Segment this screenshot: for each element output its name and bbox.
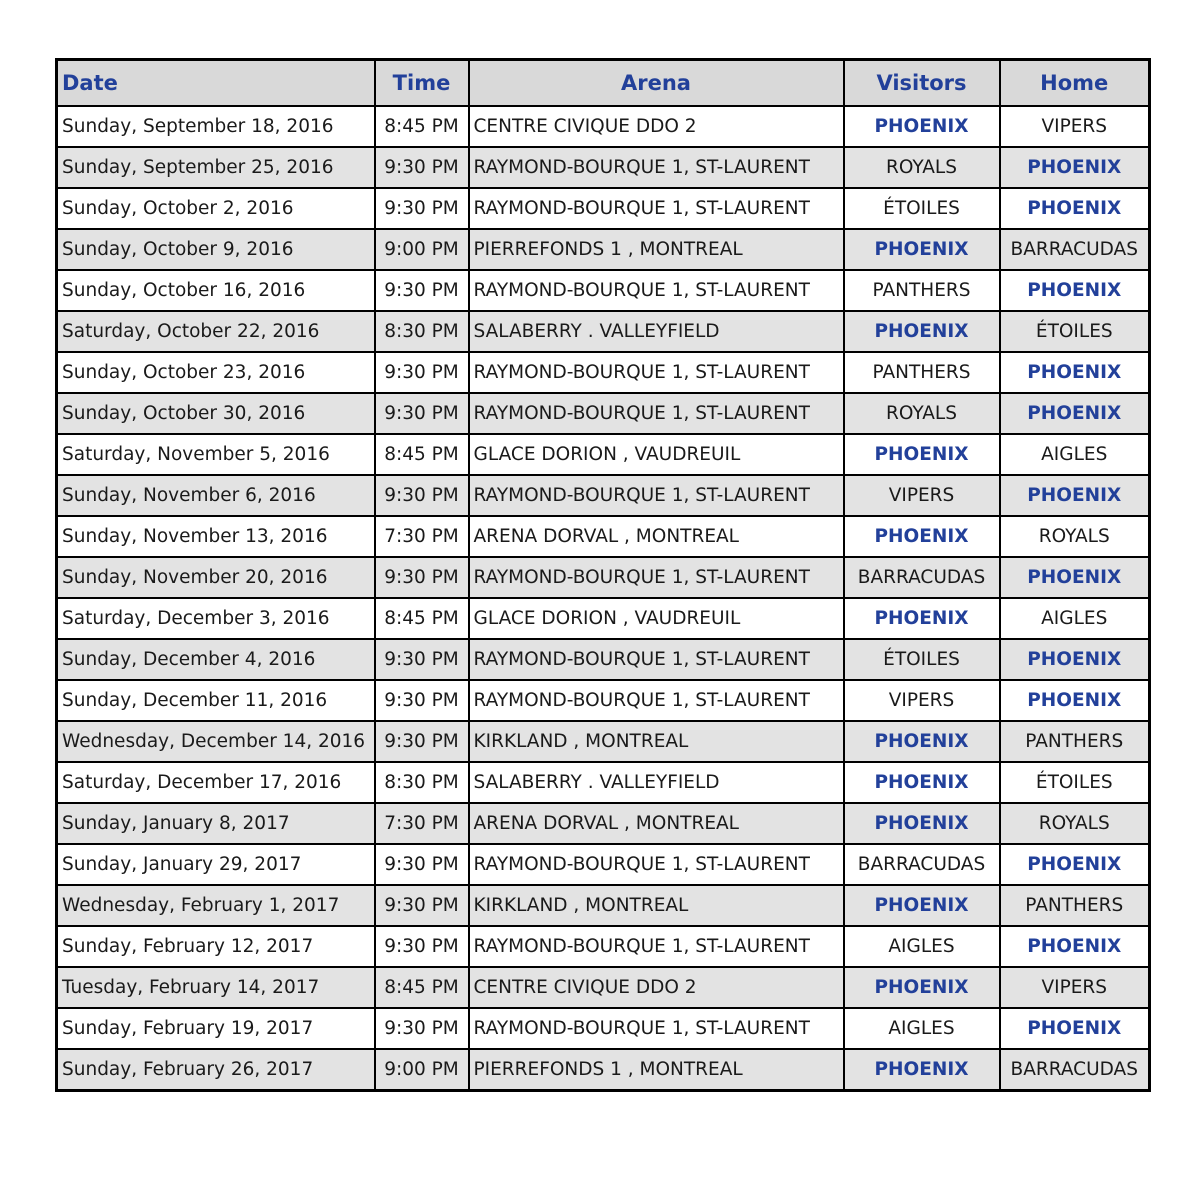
game-arena-cell: RAYMOND-BOURQUE 1, ST-LAURENT	[469, 557, 844, 598]
game-date-cell: Sunday, October 30, 2016	[57, 393, 375, 434]
game-time-cell: 9:30 PM	[375, 393, 469, 434]
game-visitors-cell: PHOENIX	[844, 311, 1000, 352]
schedule-body	[57, 106, 1150, 1091]
game-arena-cell: CENTRE CIVIQUE DDO 2	[469, 106, 844, 147]
game-visitors-cell: PHOENIX	[844, 803, 1000, 844]
game-visitors-cell: PHOENIX	[844, 106, 1000, 147]
game-arena-cell: RAYMOND-BOURQUE 1, ST-LAURENT	[469, 475, 844, 516]
table-row	[57, 270, 1150, 311]
game-arena-cell: PIERREFONDS 1 , MONTREAL	[469, 1049, 844, 1091]
game-date-cell: Sunday, October 23, 2016	[57, 352, 375, 393]
game-time-cell: 9:30 PM	[375, 680, 469, 721]
column-header-time: Time	[375, 60, 469, 107]
table-row	[57, 352, 1150, 393]
game-visitors-cell: ROYALS	[844, 147, 1000, 188]
game-time-cell: 9:30 PM	[375, 926, 469, 967]
game-visitors-cell: PHOENIX	[844, 434, 1000, 475]
game-visitors-cell: PANTHERS	[844, 270, 1000, 311]
game-date-cell: Sunday, February 26, 2017	[57, 1049, 375, 1091]
game-home-cell: PHOENIX	[1000, 270, 1150, 311]
game-arena-cell: RAYMOND-BOURQUE 1, ST-LAURENT	[469, 270, 844, 311]
column-header-arena: Arena	[469, 60, 844, 107]
table-row	[57, 475, 1150, 516]
game-date-cell: Sunday, January 8, 2017	[57, 803, 375, 844]
table-row	[57, 680, 1150, 721]
game-visitors-cell: PHOENIX	[844, 229, 1000, 270]
game-time-cell: 8:45 PM	[375, 967, 469, 1008]
game-home-cell: PHOENIX	[1000, 393, 1150, 434]
game-home-cell: AIGLES	[1000, 434, 1150, 475]
game-home-cell: PHOENIX	[1000, 147, 1150, 188]
game-visitors-cell: PHOENIX	[844, 1049, 1000, 1091]
game-visitors-cell: ÉTOILES	[844, 639, 1000, 680]
game-arena-cell: RAYMOND-BOURQUE 1, ST-LAURENT	[469, 639, 844, 680]
game-time-cell: 9:30 PM	[375, 639, 469, 680]
game-date-cell: Sunday, December 4, 2016	[57, 639, 375, 680]
game-date-cell: Wednesday, December 14, 2016	[57, 721, 375, 762]
game-arena-cell: RAYMOND-BOURQUE 1, ST-LAURENT	[469, 147, 844, 188]
game-arena-cell: GLACE DORION , VAUDREUIL	[469, 598, 844, 639]
game-visitors-cell: PHOENIX	[844, 516, 1000, 557]
game-visitors-cell: AIGLES	[844, 1008, 1000, 1049]
game-home-cell: PHOENIX	[1000, 680, 1150, 721]
header-row	[57, 60, 1150, 107]
game-arena-cell: PIERREFONDS 1 , MONTREAL	[469, 229, 844, 270]
game-time-cell: 8:45 PM	[375, 106, 469, 147]
game-visitors-cell: ROYALS	[844, 393, 1000, 434]
game-date-cell: Wednesday, February 1, 2017	[57, 885, 375, 926]
game-date-cell: Sunday, October 16, 2016	[57, 270, 375, 311]
table-row	[57, 1008, 1150, 1049]
game-home-cell: PHOENIX	[1000, 557, 1150, 598]
game-date-cell: Sunday, February 12, 2017	[57, 926, 375, 967]
game-time-cell: 7:30 PM	[375, 803, 469, 844]
table-row	[57, 311, 1150, 352]
game-visitors-cell: PANTHERS	[844, 352, 1000, 393]
game-home-cell: ROYALS	[1000, 803, 1150, 844]
game-time-cell: 9:30 PM	[375, 885, 469, 926]
game-time-cell: 9:30 PM	[375, 270, 469, 311]
game-arena-cell: RAYMOND-BOURQUE 1, ST-LAURENT	[469, 844, 844, 885]
game-home-cell: VIPERS	[1000, 106, 1150, 147]
game-time-cell: 8:30 PM	[375, 762, 469, 803]
game-arena-cell: CENTRE CIVIQUE DDO 2	[469, 967, 844, 1008]
game-visitors-cell: PHOENIX	[844, 885, 1000, 926]
game-home-cell: AIGLES	[1000, 598, 1150, 639]
game-home-cell: PHOENIX	[1000, 475, 1150, 516]
table-row	[57, 598, 1150, 639]
game-time-cell: 9:30 PM	[375, 475, 469, 516]
game-arena-cell: RAYMOND-BOURQUE 1, ST-LAURENT	[469, 188, 844, 229]
game-visitors-cell: PHOENIX	[844, 721, 1000, 762]
table-row	[57, 188, 1150, 229]
game-home-cell: PHOENIX	[1000, 639, 1150, 680]
game-arena-cell: RAYMOND-BOURQUE 1, ST-LAURENT	[469, 926, 844, 967]
game-home-cell: PHOENIX	[1000, 844, 1150, 885]
table-row	[57, 393, 1150, 434]
table-row	[57, 762, 1150, 803]
game-arena-cell: SALABERRY . VALLEYFIELD	[469, 311, 844, 352]
game-visitors-cell: PHOENIX	[844, 762, 1000, 803]
game-date-cell: Sunday, September 25, 2016	[57, 147, 375, 188]
game-home-cell: PHOENIX	[1000, 1008, 1150, 1049]
game-visitors-cell: PHOENIX	[844, 598, 1000, 639]
game-arena-cell: GLACE DORION , VAUDREUIL	[469, 434, 844, 475]
game-home-cell: PANTHERS	[1000, 885, 1150, 926]
game-visitors-cell: VIPERS	[844, 475, 1000, 516]
game-arena-cell: RAYMOND-BOURQUE 1, ST-LAURENT	[469, 352, 844, 393]
column-header-visitors: Visitors	[844, 60, 1000, 107]
game-arena-cell: ARENA DORVAL , MONTREAL	[469, 803, 844, 844]
column-header-home: Home	[1000, 60, 1150, 107]
game-arena-cell: RAYMOND-BOURQUE 1, ST-LAURENT	[469, 393, 844, 434]
game-home-cell: PHOENIX	[1000, 188, 1150, 229]
game-time-cell: 9:30 PM	[375, 1008, 469, 1049]
game-date-cell: Saturday, November 5, 2016	[57, 434, 375, 475]
game-visitors-cell: ÉTOILES	[844, 188, 1000, 229]
game-date-cell: Sunday, October 2, 2016	[57, 188, 375, 229]
game-date-cell: Saturday, December 17, 2016	[57, 762, 375, 803]
game-time-cell: 8:30 PM	[375, 311, 469, 352]
game-time-cell: 9:30 PM	[375, 188, 469, 229]
game-home-cell: BARRACUDAS	[1000, 1049, 1150, 1091]
table-row	[57, 106, 1150, 147]
game-arena-cell: RAYMOND-BOURQUE 1, ST-LAURENT	[469, 1008, 844, 1049]
table-row	[57, 926, 1150, 967]
game-home-cell: PHOENIX	[1000, 352, 1150, 393]
table-row	[57, 434, 1150, 475]
game-time-cell: 9:30 PM	[375, 147, 469, 188]
table-row	[57, 229, 1150, 270]
schedule-table	[55, 58, 1151, 1092]
table-row	[57, 803, 1150, 844]
game-time-cell: 8:45 PM	[375, 598, 469, 639]
game-home-cell: VIPERS	[1000, 967, 1150, 1008]
column-header-date: Date	[57, 60, 375, 107]
game-home-cell: ÉTOILES	[1000, 311, 1150, 352]
game-arena-cell: KIRKLAND , MONTREAL	[469, 885, 844, 926]
table-row	[57, 1049, 1150, 1091]
game-home-cell: PANTHERS	[1000, 721, 1150, 762]
game-date-cell: Sunday, December 11, 2016	[57, 680, 375, 721]
game-time-cell: 9:00 PM	[375, 229, 469, 270]
game-visitors-cell: VIPERS	[844, 680, 1000, 721]
game-time-cell: 9:30 PM	[375, 352, 469, 393]
table-row	[57, 557, 1150, 598]
game-date-cell: Tuesday, February 14, 2017	[57, 967, 375, 1008]
game-arena-cell: KIRKLAND , MONTREAL	[469, 721, 844, 762]
game-date-cell: Sunday, October 9, 2016	[57, 229, 375, 270]
table-row	[57, 639, 1150, 680]
game-home-cell: ROYALS	[1000, 516, 1150, 557]
game-visitors-cell: PHOENIX	[844, 967, 1000, 1008]
game-arena-cell: ARENA DORVAL , MONTREAL	[469, 516, 844, 557]
game-visitors-cell: BARRACUDAS	[844, 844, 1000, 885]
game-time-cell: 7:30 PM	[375, 516, 469, 557]
game-time-cell: 9:00 PM	[375, 1049, 469, 1091]
game-visitors-cell: AIGLES	[844, 926, 1000, 967]
game-time-cell: 9:30 PM	[375, 844, 469, 885]
game-home-cell: PHOENIX	[1000, 926, 1150, 967]
table-row	[57, 967, 1150, 1008]
game-date-cell: Sunday, January 29, 2017	[57, 844, 375, 885]
game-date-cell: Sunday, February 19, 2017	[57, 1008, 375, 1049]
table-row	[57, 721, 1150, 762]
game-arena-cell: RAYMOND-BOURQUE 1, ST-LAURENT	[469, 680, 844, 721]
game-date-cell: Saturday, December 3, 2016	[57, 598, 375, 639]
game-time-cell: 9:30 PM	[375, 721, 469, 762]
game-date-cell: Sunday, September 18, 2016	[57, 106, 375, 147]
game-home-cell: BARRACUDAS	[1000, 229, 1150, 270]
game-time-cell: 9:30 PM	[375, 557, 469, 598]
game-date-cell: Sunday, November 6, 2016	[57, 475, 375, 516]
game-home-cell: ÉTOILES	[1000, 762, 1150, 803]
game-date-cell: Saturday, October 22, 2016	[57, 311, 375, 352]
table-row	[57, 844, 1150, 885]
table-row	[57, 516, 1150, 557]
game-visitors-cell: BARRACUDAS	[844, 557, 1000, 598]
table-row	[57, 885, 1150, 926]
game-arena-cell: SALABERRY . VALLEYFIELD	[469, 762, 844, 803]
game-date-cell: Sunday, November 20, 2016	[57, 557, 375, 598]
game-date-cell: Sunday, November 13, 2016	[57, 516, 375, 557]
game-time-cell: 8:45 PM	[375, 434, 469, 475]
table-row	[57, 147, 1150, 188]
